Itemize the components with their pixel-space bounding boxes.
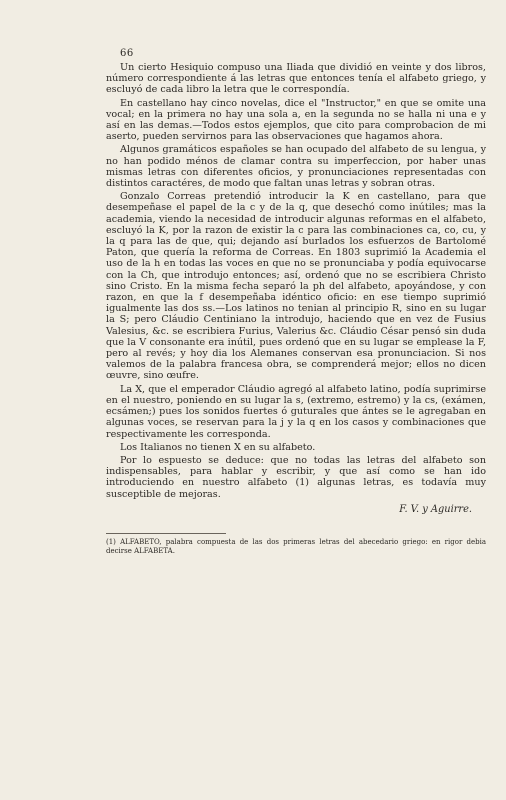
page-number: 66 <box>120 48 134 59</box>
body-text <box>106 62 486 515</box>
paragraph: En castellano hay cinco novelas, dice el "Instructor," en que se omite una vocal; en la primera no hay una sola a, en la segunda no se halla ni una e y así en las demas.—Todos estos ejemplos, que cito para comprobacion de mi aserto, pueden servirnos para las observaciones que hagamos ahora. <box>106 97 486 143</box>
footnote-divider <box>106 533 226 534</box>
paragraph: Los Italianos no tienen X en su alfabeto. <box>120 441 316 453</box>
author-signature: F. V. y Aguirre. <box>399 503 472 515</box>
footnote: (1) ALFABETO, palabra compuesta de las dos primeras letras del abecedario griego: en rigor debia decirse ALFABETA. <box>106 537 486 555</box>
paragraph: Un cierto Hesiquio compuso una Iliada que dividió en veinte y dos libros, número correspondiente á las letras que entonces tenía el alfabeto griego, y escluyó de cada libro la letra que le correspondía. <box>106 62 486 96</box>
paragraph: Algunos gramáticos españoles se han ocupado del alfabeto de su lengua, y no han podido ménos de clamar contra su imperfeccion, por haber unas mismas letras con diferentes oficios, y pronunciaciones representadas con distintos caractéres, de modo que faltan unas letras y sobran otras. <box>106 144 486 190</box>
paragraph: La X, que el emperador Cláudio agregó al alfabeto latino, podía suprimirse en el nuestro, poniendo en su lugar la s, (extremo, estremo) y la cs, (exámen, ecsámen;) pues los sonidos fuertes ó guturales que ántes se le agregaban en algunas voces, se reservan para la j y la q en los casos y combinaciones que respectivamente les corresponda. <box>106 383 486 440</box>
paragraph: Gonzalo Correas pretendió introducir la K en castellano, para que desempeñase el papel de la c y de la q, que desechó como inútiles; mas la academia, viendo la necesidad de introducir algunas reformas en el alfabeto, escluyó la K, por la razon de existir la c para las combinaciones ca, co, cu, y la q para las de que, qui; dejando así burlados los esfuerzos de Bartolomé Paton, que quería la reforma de Correas. En 1803 suprimió la Academia el uso de la h en todas las voces en que no se pronunciaba y podía equivocarse con la Ch, que introdujo entonces; así, ordenó que no se escribiera Christo sino Cristo. En la misma fecha separó la ph del alfabeto, apoyándose, y con razon, en que la f desempeñaba idéntico oficio: en ese tiempo suprimió igualmente las dos ss.—Los latinos no tenian al principio R, sino en su lugar la S; pero Cláudio Centiniano la introdujo, haciendo que en vez de Fusius Valesius, &c. se escribiera Furius, Valerius &c. Cláudio César pensó sin duda que la V consonante era inútil, pues ordenó que en su lugar se emplease la F, pero al revés; y hoy dia los Alemanes conservan esa pronunciacion. Si nos valemos de la palabra francesa obra, se comprenderá mejor; ellos no dicen œuvre, sino œufre. <box>106 191 486 382</box>
paragraph: Por lo espuesto se deduce: que no todas las letras del alfabeto son indispensables, para hablar y escribir, y que así como se han ido introduciendo en nuestro alfabeto (1) algunas letras, es todavía muy susceptible de mejoras. <box>106 454 486 500</box>
